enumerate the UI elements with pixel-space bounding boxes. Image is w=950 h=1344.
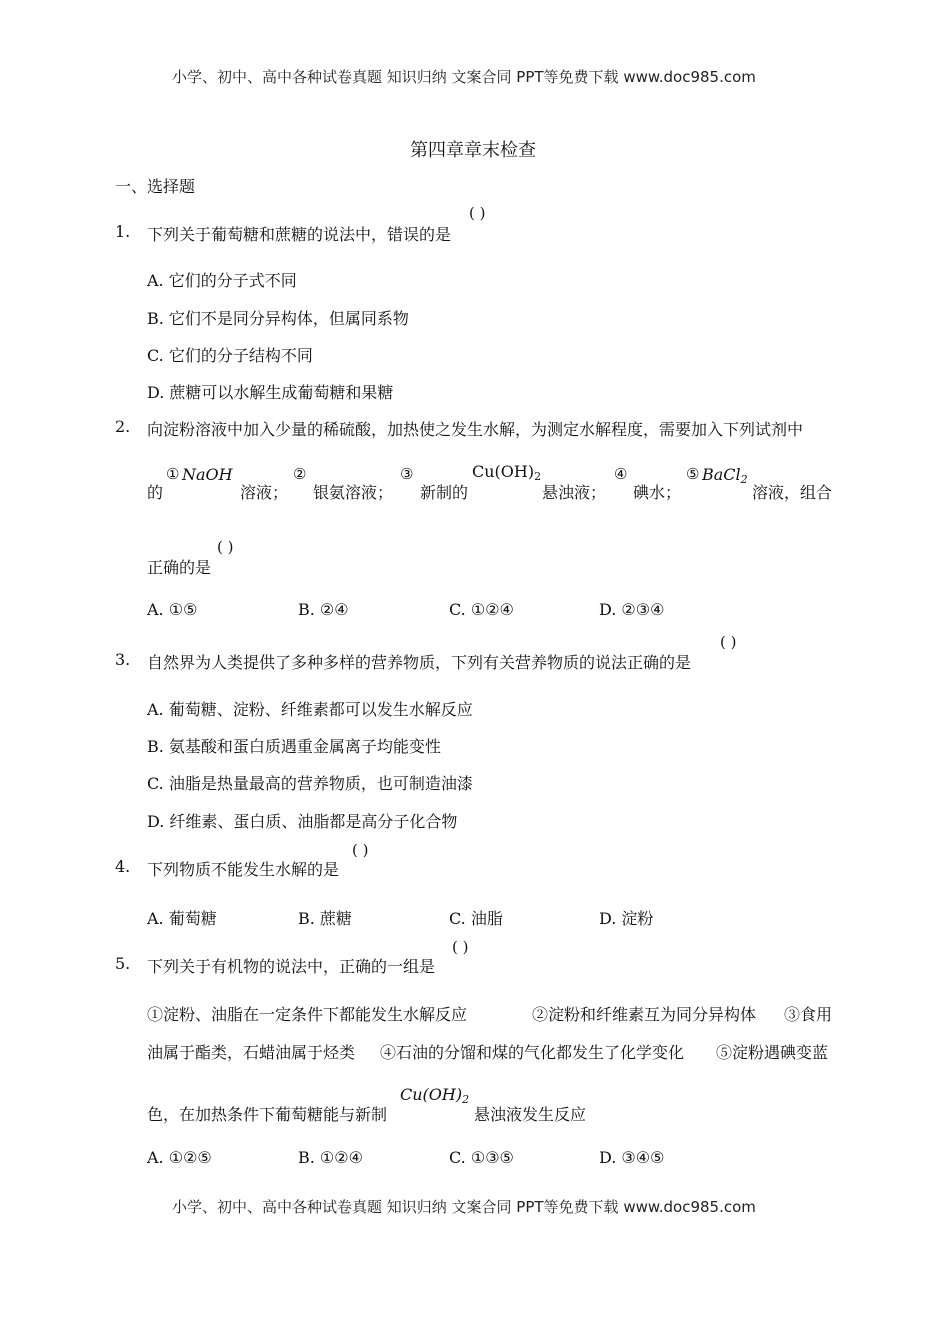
stem-text: 新制的 <box>420 483 469 502</box>
stem-text: 银氨溶液； <box>313 483 394 502</box>
question-stem: 下列关于有机物的说法中，正确的一组是 <box>147 957 436 976</box>
statement-3-start: ③食用 <box>784 1005 833 1024</box>
page-header: 小学、初中、高中各种试卷真题 知识归纳 文案合同 PPT等免费下载 www.doc985.com <box>172 68 756 86</box>
statement-5-start: ⑤淀粉遇碘变蓝 <box>716 1043 829 1062</box>
answer-paren: ( ) <box>217 538 234 556</box>
formula-cuoh2: $Cu(OH)_2$ <box>400 1085 470 1106</box>
option-c: C. ①③⑤ <box>449 1148 514 1167</box>
option-c: C. 油脂 <box>449 909 503 928</box>
option-b: B. ②④ <box>298 600 349 619</box>
question-stem: 向淀粉溶液中加入少量的稀硫酸，加热使之发生水解，为测定水解程度，需要加入下列试剂中 <box>147 420 804 439</box>
option-d: D. ②③④ <box>599 600 665 619</box>
option-c: C. 油脂是热量最高的营养物质，也可制造油漆 <box>147 774 473 793</box>
statement-2: ②淀粉和纤维素互为同分异构体 <box>532 1005 757 1024</box>
formula-cuoh2: $Cu(OH)_2$ <box>472 462 542 483</box>
option-d: D. 淀粉 <box>599 909 654 928</box>
stem-text: 的 <box>147 483 164 502</box>
stem-text: 溶液； <box>240 483 289 502</box>
question-number: 5. <box>115 954 131 973</box>
option-b: B. 氨基酸和蛋白质遇重金属离子均能变性 <box>147 737 441 756</box>
question-stem: 下列物质不能发生水解的是 <box>147 860 340 879</box>
statement-1: ①淀粉、油脂在一定条件下都能发生水解反应 <box>147 1005 468 1024</box>
formula-bacl2: BaCl$_2$ <box>702 465 748 486</box>
option-b: B. ①②④ <box>298 1148 363 1167</box>
question-stem: 自然界为人类提供了多种多样的营养物质，下列有关营养物质的说法正确的是 <box>147 653 692 672</box>
answer-paren: ( ) <box>452 938 469 956</box>
stem-text: 悬浊液； <box>542 483 607 502</box>
option-a: A. 它们的分子式不同 <box>147 271 297 290</box>
option-a: A. 葡萄糖、淀粉、纤维素都可以发生水解反应 <box>147 700 473 719</box>
stem-text: 碘水； <box>633 483 682 502</box>
option-c: C. ①②④ <box>449 600 514 619</box>
circled-5: ⑤ <box>686 465 700 483</box>
circled-1: ① <box>166 465 180 483</box>
option-b: B. 它们不是同分异构体，但属同系物 <box>147 309 409 328</box>
question-number: 1. <box>115 222 131 241</box>
option-a: A. ①⑤ <box>147 600 198 619</box>
page-title: 第四章章末检查 <box>410 140 536 161</box>
question-number: 4. <box>115 857 131 876</box>
circled-3: ③ <box>400 465 414 483</box>
option-b: B. 蔗糖 <box>298 909 352 928</box>
circled-2: ② <box>293 465 307 483</box>
question-stem: 下列关于葡萄糖和蔗糖的说法中，错误的是 <box>147 225 452 244</box>
option-d: D. ③④⑤ <box>599 1148 665 1167</box>
formula-naoh: NaOH <box>182 465 233 484</box>
statement-4: ④石油的分馏和煤的气化都发生了化学变化 <box>380 1043 685 1062</box>
circled-4: ④ <box>614 465 628 483</box>
statement-5-end: 色，在加热条件下葡萄糖能与新制 <box>147 1105 388 1124</box>
option-c: C. 它们的分子结构不同 <box>147 346 313 365</box>
page-footer: 小学、初中、高中各种试卷真题 知识归纳 文案合同 PPT等免费下载 www.doc985.com <box>172 1198 756 1216</box>
option-d: D. 蔗糖可以水解生成葡萄糖和果糖 <box>147 383 394 402</box>
option-d: D. 纤维素、蛋白质、油脂都是高分子化合物 <box>147 812 458 831</box>
option-a: A. ①②⑤ <box>147 1148 212 1167</box>
question-number: 3. <box>115 650 131 669</box>
option-a: A. 葡萄糖 <box>147 909 217 928</box>
answer-paren: ( ) <box>720 633 737 651</box>
stem-text: 正确的是 <box>147 558 212 577</box>
stem-text: 溶液，组合 <box>752 483 833 502</box>
section-heading: 一、选择题 <box>115 177 196 196</box>
answer-paren: ( ) <box>469 204 486 222</box>
statement-3-end: 油属于酯类，石蜡油属于烃类 <box>147 1043 356 1062</box>
statement-5-tail: 悬浊液发生反应 <box>474 1105 587 1124</box>
question-number: 2. <box>115 417 131 436</box>
answer-paren: ( ) <box>352 841 369 859</box>
